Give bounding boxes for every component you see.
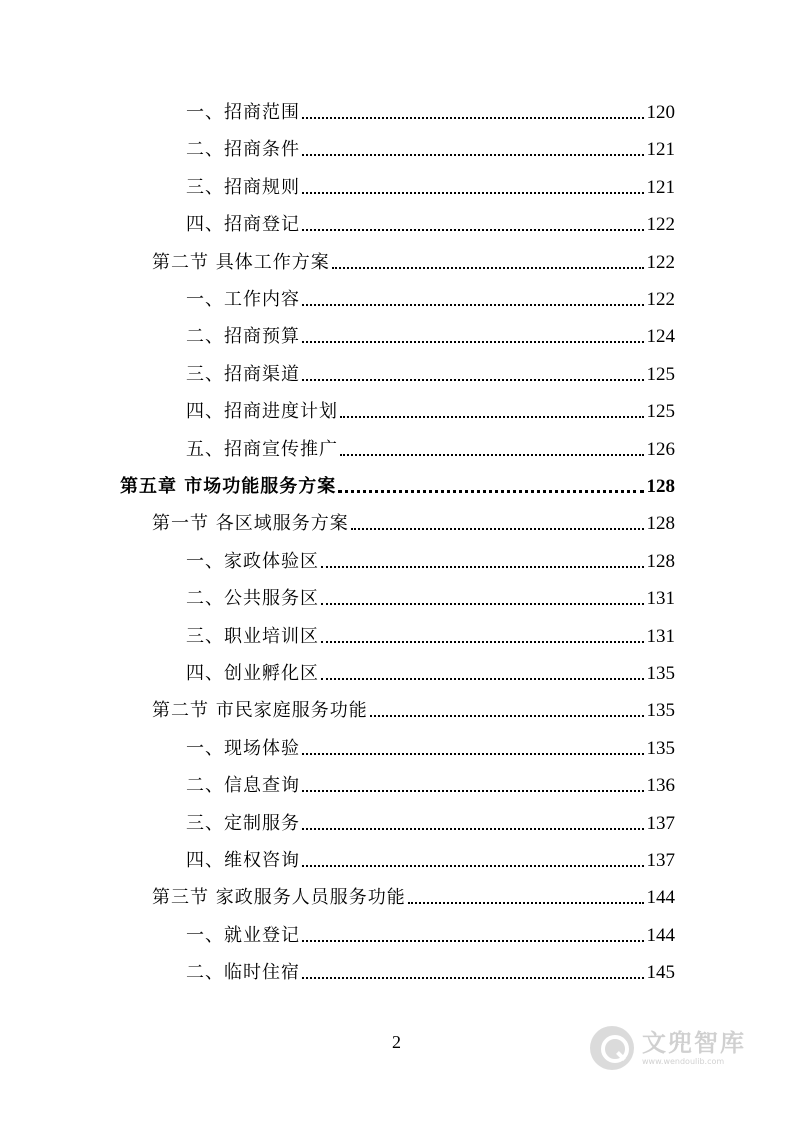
toc-entry-page: 125: [646, 363, 675, 385]
toc-leader-dots: [302, 828, 644, 830]
toc-entry-page: 136: [646, 775, 675, 797]
watermark-url: www.wendoulib.com: [642, 1057, 725, 1066]
toc-entry[interactable]: [120, 472, 675, 498]
toc-entry-title: 三、定制服务: [186, 812, 300, 834]
toc-entry[interactable]: [152, 509, 675, 535]
toc-leader-dots: [370, 715, 644, 717]
toc-leader-dots: [321, 603, 644, 605]
toc-entry[interactable]: [186, 659, 675, 685]
toc-entry-title: 第五章 市场功能服务方案: [120, 476, 337, 497]
toc-entry-page: 135: [646, 700, 675, 722]
toc-entry-title: 三、招商渠道: [186, 363, 300, 385]
toc-entry-title: 二、公共服务区: [186, 588, 319, 610]
toc-leader-dots: [302, 117, 644, 119]
toc-entry[interactable]: [186, 397, 675, 423]
toc-entry-page: 144: [646, 924, 675, 946]
toc-entry-title: 一、工作内容: [186, 289, 300, 310]
toc-entry[interactable]: [186, 622, 675, 648]
toc-entry-title: 一、招商范围: [186, 102, 300, 123]
toc-entry-page: 144: [646, 887, 675, 909]
toc-entry[interactable]: [186, 809, 675, 835]
toc-entry[interactable]: [186, 322, 675, 348]
magnifier-logo-icon: [590, 1026, 634, 1070]
toc-entry-title: 三、职业培训区: [186, 625, 319, 647]
toc-entry-title: 四、招商登记: [186, 214, 300, 236]
toc-entry[interactable]: [152, 248, 675, 274]
page-number: 2: [392, 1032, 401, 1052]
toc-entry[interactable]: [186, 771, 675, 797]
toc-leader-dots: [351, 528, 644, 530]
toc-leader-dots: [321, 641, 644, 643]
toc-entry-title: 第一节 各区域服务方案: [152, 513, 349, 535]
toc-entry-title: 一、现场体验: [186, 737, 300, 759]
toc-leader-dots: [338, 490, 643, 493]
watermark: [590, 1020, 770, 1076]
toc-leader-dots: [340, 454, 644, 456]
toc-entry[interactable]: [186, 135, 675, 161]
toc-entry-title: 二、招商预算: [186, 326, 300, 348]
toc-entry-title: 二、招商条件: [186, 139, 300, 161]
toc-entry-title: 三、招商规则: [186, 176, 300, 198]
toc-entry-page: 131: [646, 625, 675, 647]
toc-entry-page: 120: [646, 102, 675, 123]
toc-entry-page: 137: [646, 850, 675, 871]
toc-entry-title: 四、创业孵化区: [186, 663, 319, 684]
toc-leader-dots: [340, 416, 644, 418]
toc-entry[interactable]: [186, 173, 675, 199]
toc-entry-page: 135: [646, 737, 675, 759]
toc-entry-title: 四、维权咨询: [186, 850, 300, 871]
toc-entry[interactable]: [186, 210, 675, 236]
toc-entry[interactable]: [186, 958, 675, 984]
toc-entry-page: 122: [646, 214, 675, 236]
toc-entry-page: 121: [646, 176, 675, 198]
toc-entry-title: 四、招商进度计划: [186, 401, 338, 423]
watermark-name: 文兜智库: [642, 1029, 746, 1057]
toc-entry-title: 二、信息查询: [186, 775, 300, 797]
toc-leader-dots: [302, 940, 644, 942]
toc-entry[interactable]: [186, 921, 675, 947]
toc-leader-dots: [302, 379, 644, 381]
toc-leader-dots: [408, 902, 644, 904]
toc-entry-page: 121: [646, 139, 675, 161]
toc-entry-page: 128: [646, 550, 675, 572]
toc-leader-dots: [302, 154, 644, 156]
toc-entry[interactable]: [186, 98, 675, 124]
toc-entry[interactable]: [186, 846, 675, 872]
toc-entry-page: 122: [646, 251, 675, 273]
toc-entry-title: 一、就业登记: [186, 924, 300, 946]
toc-leader-dots: [302, 977, 644, 979]
toc-entry-page: 145: [646, 962, 675, 984]
toc-entry-title: 第二节 具体工作方案: [152, 251, 330, 273]
toc-entry-title: 一、家政体验区: [186, 550, 319, 572]
toc-entry-title: 第三节 家政服务人员服务功能: [152, 887, 406, 909]
toc-entry-page: 128: [646, 513, 675, 535]
toc-entry-page: 128: [646, 476, 675, 497]
toc-entry-page: 135: [646, 663, 675, 684]
toc-entry-page: 124: [646, 326, 675, 348]
toc-leader-dots: [302, 865, 644, 867]
toc-leader-dots: [321, 566, 644, 568]
toc-entry[interactable]: [186, 435, 675, 461]
toc-entry-page: 126: [646, 438, 675, 460]
toc-leader-dots: [332, 267, 644, 269]
toc-entry[interactable]: [186, 360, 675, 386]
toc-leader-dots: [321, 678, 644, 680]
toc-leader-dots: [302, 341, 644, 343]
toc-leader-dots: [302, 229, 644, 231]
toc-entry-page: 125: [646, 401, 675, 423]
toc-entry-page: 131: [646, 588, 675, 610]
toc-entry-page: 122: [646, 289, 675, 310]
toc-entry[interactable]: [186, 734, 675, 760]
toc-leader-dots: [302, 753, 644, 755]
toc-entry[interactable]: [186, 584, 675, 610]
toc-leader-dots: [302, 790, 644, 792]
toc-entry-title: 二、临时住宿: [186, 962, 300, 984]
toc-leader-dots: [302, 304, 644, 306]
toc-entry[interactable]: [152, 883, 675, 909]
toc-entry-page: 137: [646, 812, 675, 834]
toc-entry[interactable]: [152, 696, 675, 722]
toc-entry-title: 第二节 市民家庭服务功能: [152, 700, 368, 722]
toc-leader-dots: [302, 192, 644, 194]
toc-entry-title: 五、招商宣传推广: [186, 438, 338, 460]
toc-entry[interactable]: [186, 285, 675, 311]
toc-entry[interactable]: [186, 547, 675, 573]
